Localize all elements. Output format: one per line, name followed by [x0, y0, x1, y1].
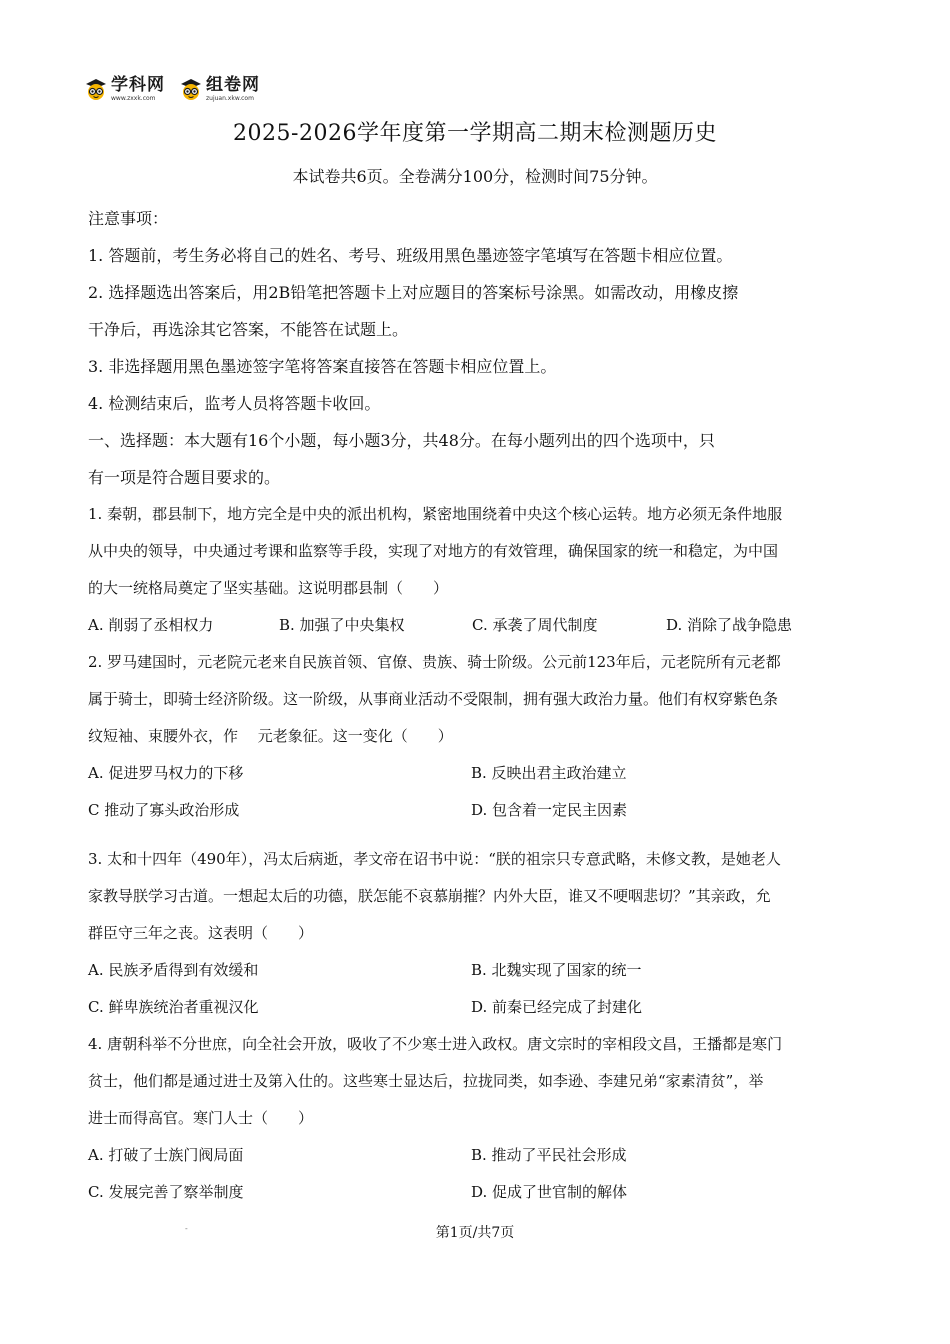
logo-url: www.zxxk.com [111, 94, 156, 102]
question-stem: 贫士，他们都是通过进士及第入仕的。这些寒士显达后，拉拢同类，如李逊、李建兄弟“家素清贫”，举 [88, 1072, 764, 1090]
option-c: C. 承袭了周代制度 [472, 616, 598, 634]
question-options [88, 755, 860, 792]
question-2 [88, 644, 860, 829]
notice-line: 4. 检测结束后，监考人员将答题卡收回。 [88, 394, 381, 413]
page-number: 第1页/共7页 [435, 1225, 515, 1241]
question-stem: 1. 秦朝，郡县制下，地方完全是中央的派出机构，紧密地围绕着中央这个核心运转。地方必须无条件地服 [88, 505, 783, 523]
option-a: A. 打破了士族门阀局面 [88, 1146, 244, 1164]
question-options [88, 607, 860, 644]
notice-line: 3. 非选择题用黑色墨迹签字笔将答案直接答在答题卡相应位置上。 [88, 357, 557, 376]
question-3 [88, 841, 860, 1026]
question-options [88, 1174, 860, 1211]
option-b: B. 推动了平民社会形成 [471, 1146, 627, 1164]
option-b: B. 北魏实现了国家的统一 [471, 961, 642, 979]
question-stem: 3. 太和十四年（490年），冯太后病逝，孝文帝在诏书中说：“朕的祖宗只专意武略，未修文教，是她老人 [88, 850, 781, 868]
header-logos [84, 72, 260, 106]
section-heading: 一、选择题：本大题有16个小题，每小题3分，共48分。在每小题列出的四个选项中，只 [88, 431, 715, 450]
option-a: A. 削弱了丞相权力 [88, 616, 214, 634]
option-c: C. 发展完善了察举制度 [88, 1183, 244, 1201]
notice-line: 2. 选择题选出答案后，用2B铅笔把答题卡上对应题目的答案标号涂黑。如需改动，用橡皮擦 [88, 283, 739, 302]
owl-logo-icon [179, 77, 203, 101]
exam-subtitle: 本试卷共6页。全卷满分100分，检测时间75分钟。 [292, 167, 658, 186]
question-1 [88, 496, 860, 644]
exam-title: 2025-2026学年度第一学期高二期末检测题历史 [233, 121, 717, 146]
option-d: D. 前秦已经完成了封建化 [471, 998, 643, 1016]
option-b: B. 反映出君主政治建立 [471, 764, 627, 782]
option-d: D. 消除了战争隐患 [666, 616, 793, 634]
question-stem: 进士而得高官。寒门人士（ ） [88, 1109, 314, 1127]
option-a: A. 促进罗马权力的下移 [88, 764, 244, 782]
question-stem: 群臣守三年之丧。这表明（ ） [88, 924, 314, 942]
option-b: B. 加强了中央集权 [279, 616, 405, 634]
question-stem: 属于骑士，即骑士经济阶级。这一阶级，从事商业活动不受限制，拥有强大政治力量。他们有权穿紫色条 [88, 690, 779, 708]
question-options [88, 1137, 860, 1174]
question-stem: 纹短袖、束腰外衣，作 元老象征。这一变化（ ） [88, 727, 453, 745]
option-c: C. 鲜卑族统治者重视汉化 [88, 998, 259, 1016]
logo-zujuanwang [179, 74, 260, 102]
question-options [88, 792, 860, 829]
question-stem: 家教导朕学习古道。一想起太后的功德，朕怎能不哀慕崩摧？内外大臣，谁又不哽咽悲切？”其亲政，允 [88, 887, 771, 905]
question-stem: 4. 唐朝科举不分世庶，向全社会开放，吸收了不少寒士进入政权。唐文宗时的宰相段文昌，王播都是寒门 [88, 1035, 783, 1053]
owl-logo-icon [84, 77, 108, 101]
notice-heading: 注意事项： [88, 209, 169, 228]
logo-xuekewang [84, 74, 165, 102]
question-stem: 的大一统格局奠定了坚实基础。这说明郡县制（ ） [88, 579, 449, 597]
notice-line: 干净后，再选涂其它答案，不能答在试题上。 [88, 320, 409, 339]
question-4 [88, 1026, 860, 1211]
exam-content [88, 200, 860, 1211]
question-options [88, 989, 860, 1026]
logo-url: zujuan.xkw.com [206, 94, 254, 102]
option-d: D. 包含着一定民主因素 [471, 801, 628, 819]
footer-mark: - [185, 1224, 188, 1233]
option-d: D. 促成了世官制的解体 [471, 1183, 628, 1201]
option-a: A. 民族矛盾得到有效缓和 [88, 961, 259, 979]
question-options [88, 952, 860, 989]
question-stem: 从中央的领导，中央通过考课和监察等手段，实现了对地方的有效管理，确保国家的统一和稳定，为中国 [88, 542, 779, 560]
notice-line: 1. 答题前，考生务必将自己的姓名、考号、班级用黑色墨迹签字笔填写在答题卡相应位置。 [88, 246, 733, 265]
option-c: C 推动了寡头政治形成 [88, 801, 240, 819]
question-stem: 2. 罗马建国时，元老院元老来自民族首领、官僚、贵族、骑士阶级。公元前123年后，元老院所有元老都 [88, 653, 781, 671]
logo-name: 组卷网 [206, 74, 260, 95]
logo-name: 学科网 [111, 74, 165, 95]
section-heading: 有一项是符合题目要求的。 [88, 468, 281, 487]
